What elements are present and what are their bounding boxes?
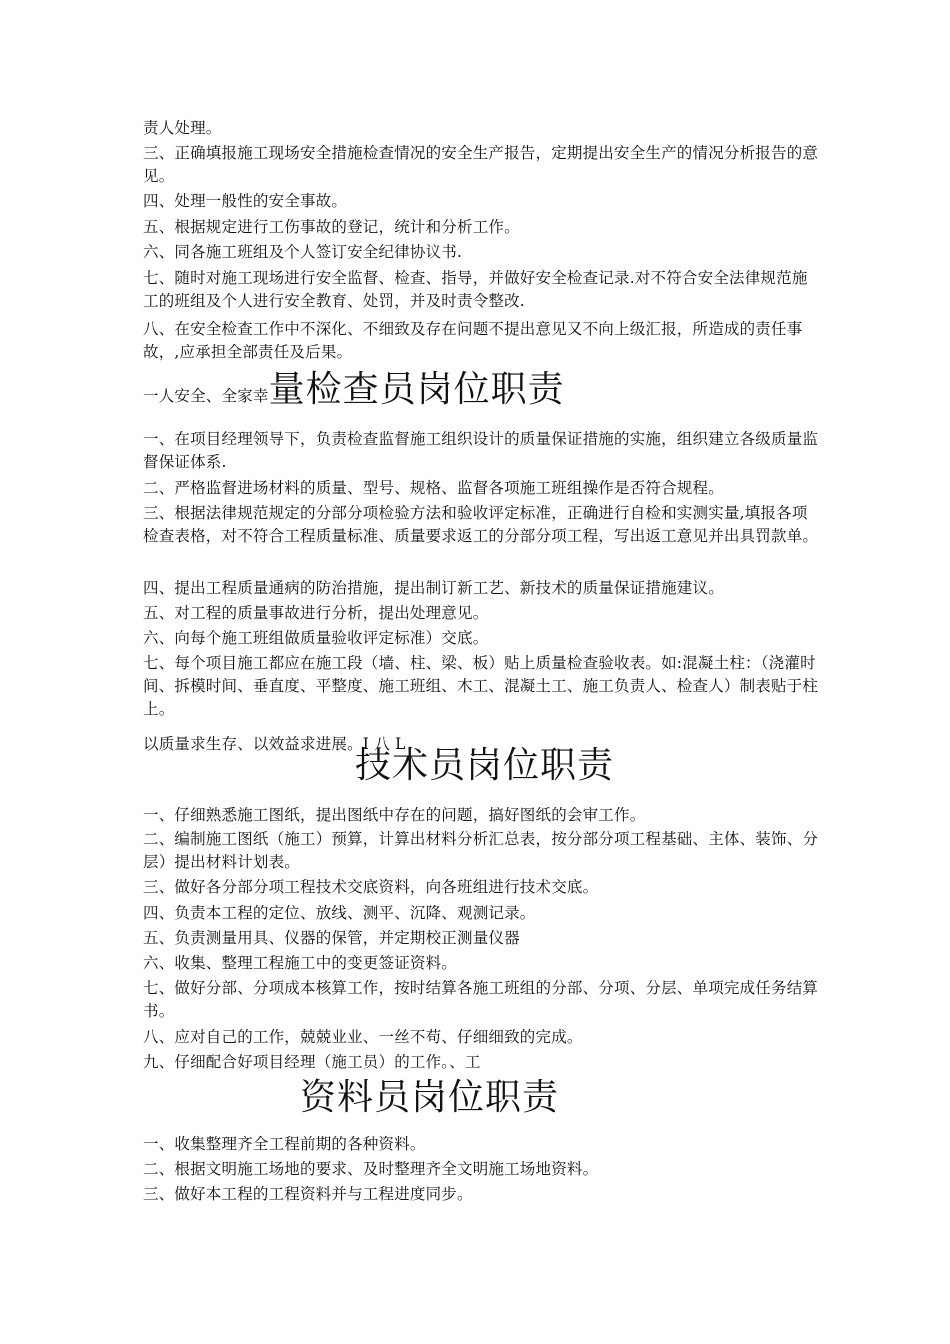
tech-section-title: 技术员岗位职责 [355, 745, 615, 786]
docs-item-3: 三、做好本工程的工程资料并与工程进度同步。 [143, 1185, 473, 1203]
tech-item-6: 六、收集、整理工程施工中的变更签证资料。 [143, 954, 458, 972]
docs-item-1: 一、收集整理齐全工程前期的各种资料。 [143, 1135, 426, 1153]
tech-item-4: 四、负责本工程的定位、放线、测平、沉降、观测记录。 [143, 904, 536, 922]
docs-section-title: 资料员岗位职责 [300, 1077, 560, 1118]
safety-item-4: 四、处理一般性的安全事故。 [143, 192, 348, 210]
safety-item-0-continued: 责人处理。 [143, 119, 222, 137]
quality-item-6: 六、向每个施工班组做质量验收评定标准）交底。 [143, 629, 489, 647]
quality-item-4: 四、提出工程质量通病的防治措施，提出制订新工艺、新技术的质量保证措施建议。 [143, 579, 724, 597]
quality-item-1: 一、在项目经理领导下，负责检查监督施工组织设计的质量保证措施的实施，组织建立各级质量监督保证体系. [143, 430, 819, 471]
tech-item-8: 八、应对自己的工作，兢兢业业、一丝不苟、仔细细致的完成。 [143, 1028, 583, 1046]
tech-item-9: 九、仔细配合好项目经理（施工员）的工作。、工 [143, 1053, 481, 1071]
safety-slogan: 一人安全、全家幸 [143, 387, 269, 405]
tech-item-5: 五、负责测量用具、仪器的保管，并定期校正测量仪器 [143, 929, 520, 947]
safety-item-6: 六、同各施工班组及个人签订安全纪律协议书. [143, 243, 463, 261]
quality-section-title: 量检查员岗位职责 [268, 369, 565, 410]
tech-item-2: 二、编制施工图纸（施工）预算，计算出材料分析汇总表，按分部分项工程基础、主体、装饰、分层）提出材料计划表。 [143, 830, 819, 871]
quality-item-5: 五、对工程的质量事故进行分析，提出处理意见。 [143, 604, 489, 622]
quality-slogan: 以质量求生存、以效益求进展。I 八 L [143, 735, 406, 753]
safety-item-7: 七、随时对施工现场进行安全监督、检查、指导，并做好安全检查记录.对不符合安全法律规范施工的班组及个人进行安全教育、处罚，并及时责令整改. [143, 269, 808, 310]
tech-item-7: 七、做好分部、分项成本核算工作，按时结算各施工班组的分部、分项、分层、单项完成任务结算书。 [143, 979, 819, 1020]
quality-item-3: 三、根据法律规范规定的分部分项检验方法和验收评定标准，正确进行自检和实测实量,填报各项检查表格，对不符合工程质量标准、质量要求返工的分部分项工程，写出返工意见并出具罚款单。 [143, 504, 819, 545]
tech-item-3: 三、做好各分部分项工程技术交底资料，向各班组进行技术交底。 [143, 878, 599, 896]
quality-item-7: 七、每个项目施工都应在施工段（墙、柱、梁、板）贴上质量检查验收表。如:混凝土柱：（浇灌时间、拆模时间、垂直度、平整度、施工班组、木工、混凝土工、施工负责人、检查人）制表贴于柱上。 [143, 654, 819, 718]
safety-item-8: 八、在安全检查工作中不深化、不细致及存在问题不提出意见又不向上级汇报，所造成的责任事故，,应承担全部责任及后果。 [143, 320, 803, 361]
safety-item-3: 三、正确填报施工现场安全措施检查情况的安全生产报告，定期提出安全生产的情况分析报告的意见。 [143, 144, 819, 185]
docs-item-2: 二、根据文明施工场地的要求、及时整理齐全文明施工场地资料。 [143, 1160, 599, 1178]
quality-heading-line [143, 370, 565, 416]
tech-item-1: 一、仔细熟悉施工图纸，提出图纸中存在的问题，搞好图纸的会审工作。 [143, 806, 646, 824]
safety-item-5: 五、根据规定进行工伤事故的登记，统计和分析工作。 [143, 218, 520, 236]
quality-item-2: 二、严格监督进场材料的质量、型号、规格、监督各项施工班组操作是否符合规程。 [143, 479, 724, 497]
